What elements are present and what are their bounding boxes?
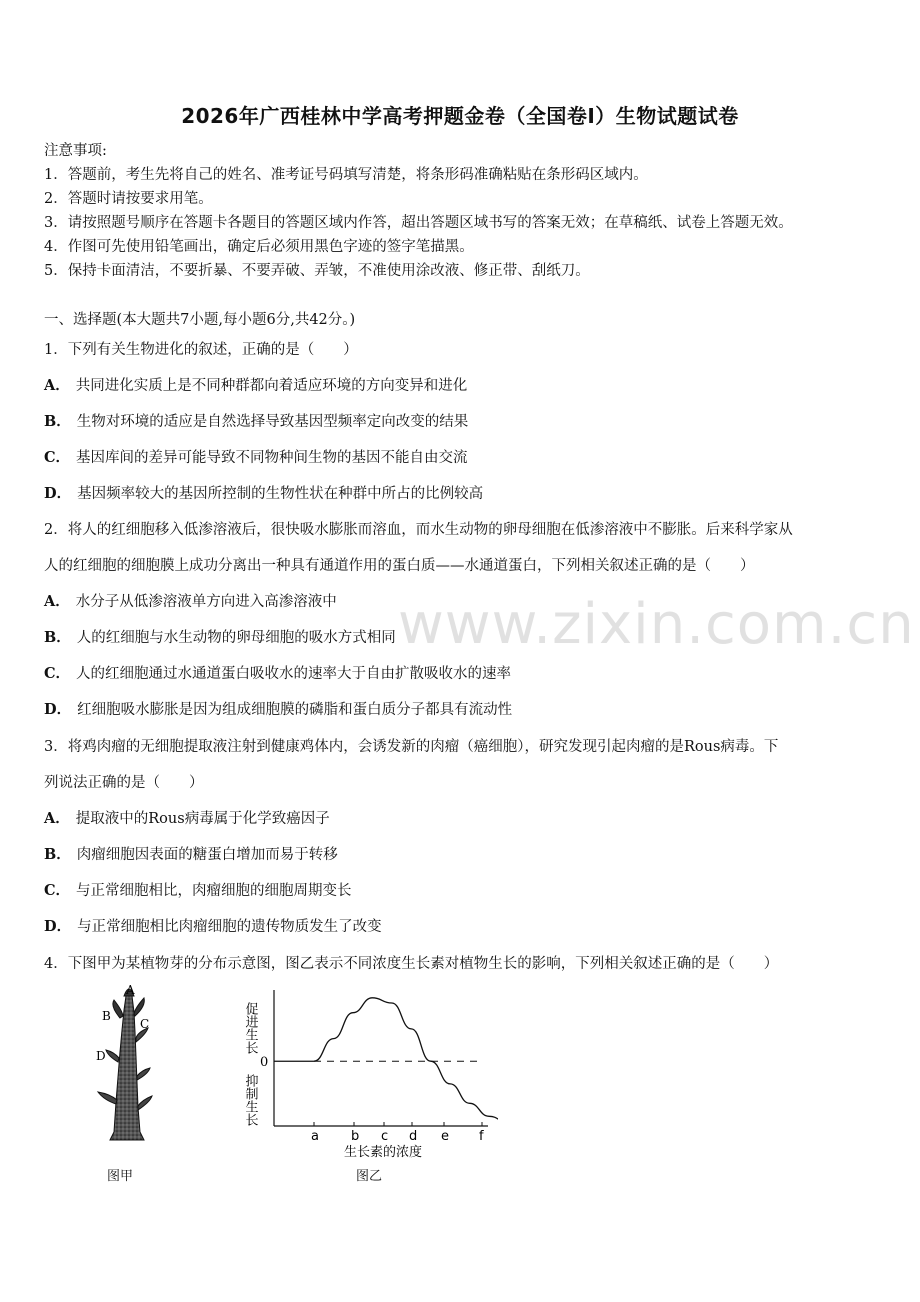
option-text: 水分子从低渗溶液单方向进入高渗溶液中 [75,594,337,610]
label-a: A [126,983,135,997]
option-text: 提取液中的Rous病毒属于化学致癌因子 [75,811,330,827]
question-1-stem: 1．下列有关生物进化的叙述，正确的是（ ） [44,342,358,358]
y-axis-label-promote: 促进生长 [242,1002,258,1054]
growth-curve [314,998,498,1123]
x-tick-label: f [479,1129,484,1144]
notice-heading: 注意事项: [44,143,107,159]
notice-item: 2．答题时请按要求用笔。 [44,191,213,207]
x-axis-label: 生长素的浓度 [344,1145,423,1160]
question-4-stem: 4．下图甲为某植物芽的分布示意图，图乙表示不同浓度生长素对植物生长的影响，下列相关叙述正确的是（ ） [44,956,779,972]
plant-stem-figure [80,982,170,1147]
question-3-option-c [44,879,352,900]
auxin-growth-chart [238,982,498,1162]
question-1-option-d [44,482,483,503]
option-text: 人的红细胞通过水通道蛋白吸收水的速率大于自由扩散吸收水的速率 [76,666,512,682]
bud-lateral [134,998,144,1016]
bud-lateral [138,1096,152,1110]
question-3-stem-line1: 3．将鸡肉瘤的无细胞提取液注射到健康鸡体内，会诱发新的肉瘤（癌细胞），研究发现引起肉瘤的是Rous病毒。下 [44,739,779,755]
option-text: 与正常细胞相比，肉瘤细胞的细胞周期变长 [76,883,352,899]
notice-item: 4．作图可先使用铅笔画出，确定后必须用黑色字迹的签字笔描黑。 [44,239,474,255]
x-tick-label: e [441,1129,449,1144]
option-key: C． [44,449,71,466]
figure-yi-caption: 图乙 [356,1169,383,1184]
label-d: D [96,1049,106,1063]
bud-lateral [137,1068,150,1080]
option-key: B． [44,629,71,646]
option-text: 基因频率较大的基因所控制的生物性状在种群中所占的比例较高 [77,486,484,502]
option-key: B． [44,846,71,863]
option-text: 红细胞吸水膨胀是因为组成细胞膜的磷脂和蛋白质分子都具有流动性 [77,702,513,718]
question-3-stem-line2: 列说法正确的是（ ） [44,775,204,791]
x-tick-label: a [311,1129,319,1144]
question-2-stem-line1: 2．将人的红细胞移入低渗溶液后，很快吸水膨胀而溶血，而水生动物的卵母细胞在低渗溶液中不膨胀。后来科学家从 [44,522,793,538]
stem-body [110,996,144,1140]
zero-label: 0 [260,1055,269,1071]
option-key: D． [44,918,72,935]
option-key: A． [44,810,70,827]
notice-item: 5．保持卡面清洁，不要折暴、不要弄破、弄皱，不准使用涂改液、修正带、刮纸刀。 [44,263,590,279]
question-2-option-b [44,626,396,647]
question-2-option-d [44,698,512,719]
section-heading: 一、选择题(本大题共7小题,每小题6分,共42分。) [44,312,356,328]
page-title: 2026年广西桂林中学高考押题金卷（全国卷Ⅰ）生物试题试卷 [181,104,739,128]
question-1-option-a [44,374,467,395]
question-2-option-c [44,662,511,683]
x-tick-label: d [409,1129,418,1144]
option-text: 肉瘤细胞因表面的糖蛋白增加而易于转移 [76,847,338,863]
x-tick-label: b [351,1129,360,1144]
question-1-option-b [44,410,468,431]
question-3-option-a [44,807,330,828]
option-key: A． [44,593,70,610]
option-key: D． [44,701,72,718]
bud-lateral [98,1092,117,1104]
label-b: B [102,1009,111,1023]
y-axis-label-inhibit: 抑制生长 [242,1074,258,1126]
question-1-option-c [44,446,468,467]
option-key: C． [44,882,71,899]
option-key: B． [44,413,71,430]
option-text: 与正常细胞相比肉瘤细胞的遗传物质发生了改变 [77,919,382,935]
notice-item: 3．请按照题号顺序在答题卡各题目的答题区域内作答，超出答题区域书写的答案无效；在草稿纸、试卷上答题无效。 [44,215,793,231]
option-key: A． [44,377,70,394]
question-2-option-a [44,590,337,611]
option-key: D． [44,485,72,502]
option-text: 基因库间的差异可能导致不同物种间生物的基因不能自由交流 [76,450,468,466]
option-key: C． [44,665,71,682]
bud-lateral [106,1050,119,1062]
option-text: 共同进化实质上是不同种群都向着适应环境的方向变异和进化 [75,378,468,394]
figure-jia-caption: 图甲 [107,1169,134,1184]
x-tick-label: c [381,1129,389,1144]
bud-lateral [113,1000,123,1018]
option-text: 人的红细胞与水生动物的卵母细胞的吸水方式相同 [76,630,396,646]
question-3-option-b [44,843,338,864]
watermark: www.zixin.com.cn [398,592,915,657]
notice-item: 1．答题前，考生先将自己的姓名、准考证号码填写清楚，将条形码准确粘贴在条形码区域内。 [44,167,648,183]
question-3-option-d [44,915,382,936]
question-2-stem-line2: 人的红细胞的细胞膜上成功分离出一种具有通道作用的蛋白质——水通道蛋白，下列相关叙述正确的是（ ） [44,558,755,574]
option-text: 生物对环境的适应是自然选择导致基因型频率定向改变的结果 [76,414,469,430]
label-c: C [140,1017,150,1031]
